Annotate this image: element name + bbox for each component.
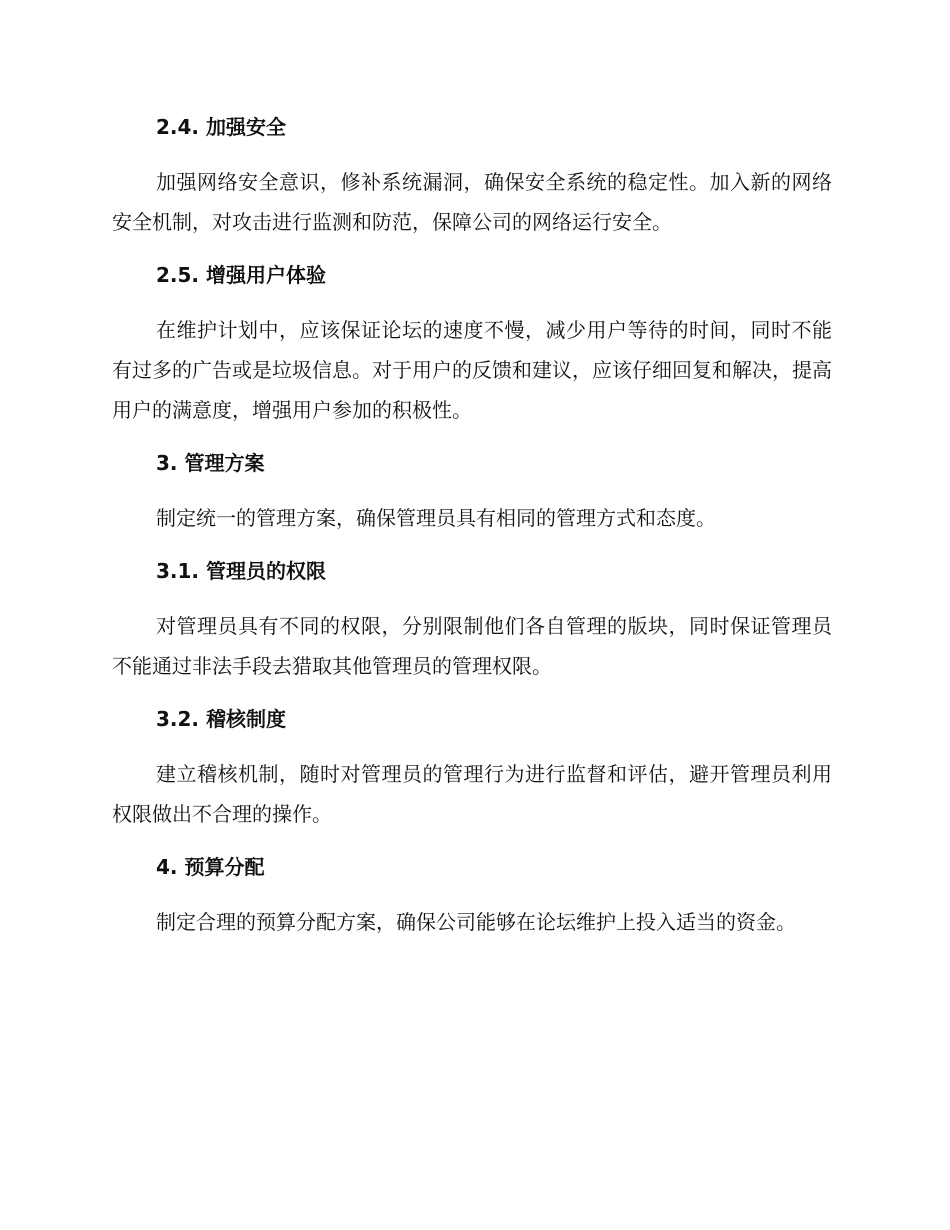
- section-heading-3-1: 3.1. 管理员的权限: [156, 559, 326, 583]
- section-paragraph-3: 制定统一的管理方案，确保管理员具有相同的管理方式和态度。: [156, 506, 716, 530]
- section-heading-2-4: 2.4. 加强安全: [156, 115, 286, 139]
- section-heading-2-5: 2.5. 增强用户体验: [156, 263, 326, 287]
- section-heading-3-2: 3.2. 稽核制度: [156, 707, 286, 731]
- section-heading-3: 3. 管理方案: [156, 451, 265, 475]
- section-paragraph-2-5: 在维护计划中，应该保证论坛的速度不慢，减少用户等待的时间，同时不能有过多的广告或是垃圾信息。对于用户的反馈和建议，应该仔细回复和解决，提高用户的满意度，增强用户参加的积极性。: [112, 318, 832, 422]
- document-body: [112, 108, 832, 942]
- section-paragraph-3-1: 对管理员具有不同的权限，分别限制他们各自管理的版块，同时保证管理员不能通过非法手段去猎取其他管理员的管理权限。: [112, 614, 832, 678]
- section-heading-4: 4. 预算分配: [156, 855, 265, 879]
- section-paragraph-4: 制定合理的预算分配方案，确保公司能够在论坛维护上投入适当的资金。: [156, 910, 796, 934]
- section-paragraph-2-4: 加强网络安全意识，修补系统漏洞，确保安全系统的稳定性。加入新的网络安全机制，对攻击进行监测和防范，保障公司的网络运行安全。: [112, 170, 832, 234]
- section-paragraph-3-2: 建立稽核机制，随时对管理员的管理行为进行监督和评估，避开管理员利用权限做出不合理的操作。: [112, 762, 832, 826]
